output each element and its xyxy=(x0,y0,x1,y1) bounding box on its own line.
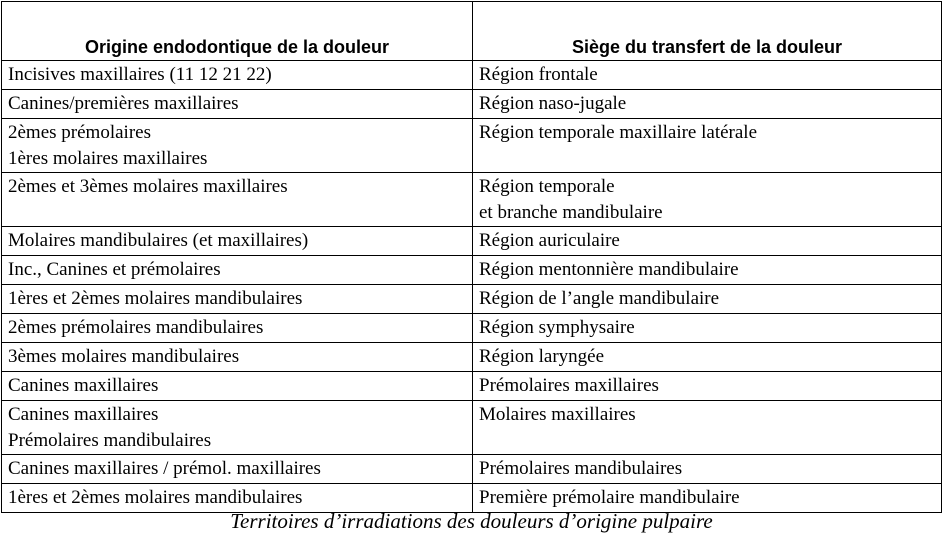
table-row xyxy=(2,173,942,227)
origin-cell xyxy=(2,90,473,119)
table-row xyxy=(2,256,942,285)
site-cell xyxy=(473,401,942,455)
origin-text: Canines maxillaires / prémol. maxillaires xyxy=(8,458,321,479)
site-cell xyxy=(473,227,942,256)
site-text: et branche mandibulaire xyxy=(479,202,663,223)
origin-cell xyxy=(2,119,473,173)
site-text: Région auriculaire xyxy=(479,230,620,251)
origin-cell xyxy=(2,455,473,484)
origin-text: Incisives maxillaires (11 12 21 22) xyxy=(8,64,272,85)
site-cell xyxy=(473,61,942,90)
table-row xyxy=(2,61,942,90)
table-header xyxy=(2,2,942,61)
origin-text: Inc., Canines et prémolaires xyxy=(8,259,221,280)
site-text: Région de l’angle mandibulaire xyxy=(479,288,720,309)
origin-cell xyxy=(2,256,473,285)
origin-cell xyxy=(2,173,473,227)
site-text: Région frontale xyxy=(479,64,598,85)
table-row xyxy=(2,372,942,401)
origin-text: Prémolaires mandibulaires xyxy=(8,430,212,451)
table-row xyxy=(2,119,942,173)
origin-text: 1ères molaires maxillaires xyxy=(8,148,208,169)
referred-pain-table xyxy=(1,1,942,513)
site-text: Région naso-jugale xyxy=(479,93,627,114)
site-cell xyxy=(473,455,942,484)
origin-cell xyxy=(2,61,473,90)
origin-text: 2èmes prémolaires xyxy=(8,122,151,143)
table-row xyxy=(2,314,942,343)
origin-text: Canines maxillaires xyxy=(8,404,159,425)
origin-text: 1ères et 2èmes molaires mandibulaires xyxy=(8,487,303,508)
site-cell xyxy=(473,285,942,314)
site-text: Région symphysaire xyxy=(479,317,635,338)
header-site: Siège du transfert de la douleur xyxy=(473,2,942,61)
origin-text: 3èmes molaires mandibulaires xyxy=(8,346,240,367)
origin-cell xyxy=(2,343,473,372)
origin-cell xyxy=(2,227,473,256)
table-header-row xyxy=(2,2,942,61)
table-row xyxy=(2,90,942,119)
site-text: Région temporale xyxy=(479,176,615,197)
site-cell xyxy=(473,372,942,401)
table-row xyxy=(2,401,942,455)
site-text: Région mentonnière mandibulaire xyxy=(479,259,739,280)
site-cell xyxy=(473,173,942,227)
origin-text: 2èmes prémolaires mandibulaires xyxy=(8,317,264,338)
site-cell xyxy=(473,256,942,285)
header-origin: Origine endodontique de la douleur xyxy=(2,2,473,61)
table-body xyxy=(2,61,942,513)
origin-cell xyxy=(2,401,473,455)
site-cell xyxy=(473,119,942,173)
table-caption: Territoires d’irradiations des douleurs d’origine pulpaire xyxy=(230,509,713,533)
origin-cell xyxy=(2,285,473,314)
site-text: Prémolaires mandibulaires xyxy=(479,458,683,479)
table-row xyxy=(2,227,942,256)
origin-text: 1ères et 2èmes molaires mandibulaires xyxy=(8,288,303,309)
site-cell xyxy=(473,90,942,119)
site-cell xyxy=(473,314,942,343)
site-text: Première prémolaire mandibulaire xyxy=(479,487,740,508)
site-text: Région laryngée xyxy=(479,346,605,367)
origin-text: Molaires mandibulaires (et maxillaires) xyxy=(8,230,309,251)
site-cell xyxy=(473,343,942,372)
site-text: Molaires maxillaires xyxy=(479,404,636,425)
table-row xyxy=(2,455,942,484)
table-row xyxy=(2,285,942,314)
site-text: Prémolaires maxillaires xyxy=(479,375,659,396)
origin-text: 2èmes et 3èmes molaires maxillaires xyxy=(8,176,288,197)
origin-cell xyxy=(2,314,473,343)
origin-text: Canines maxillaires xyxy=(8,375,159,396)
site-text: Région temporale maxillaire latérale xyxy=(479,122,758,143)
origin-cell xyxy=(2,372,473,401)
origin-text: Canines/premières maxillaires xyxy=(8,93,239,114)
table-row xyxy=(2,343,942,372)
